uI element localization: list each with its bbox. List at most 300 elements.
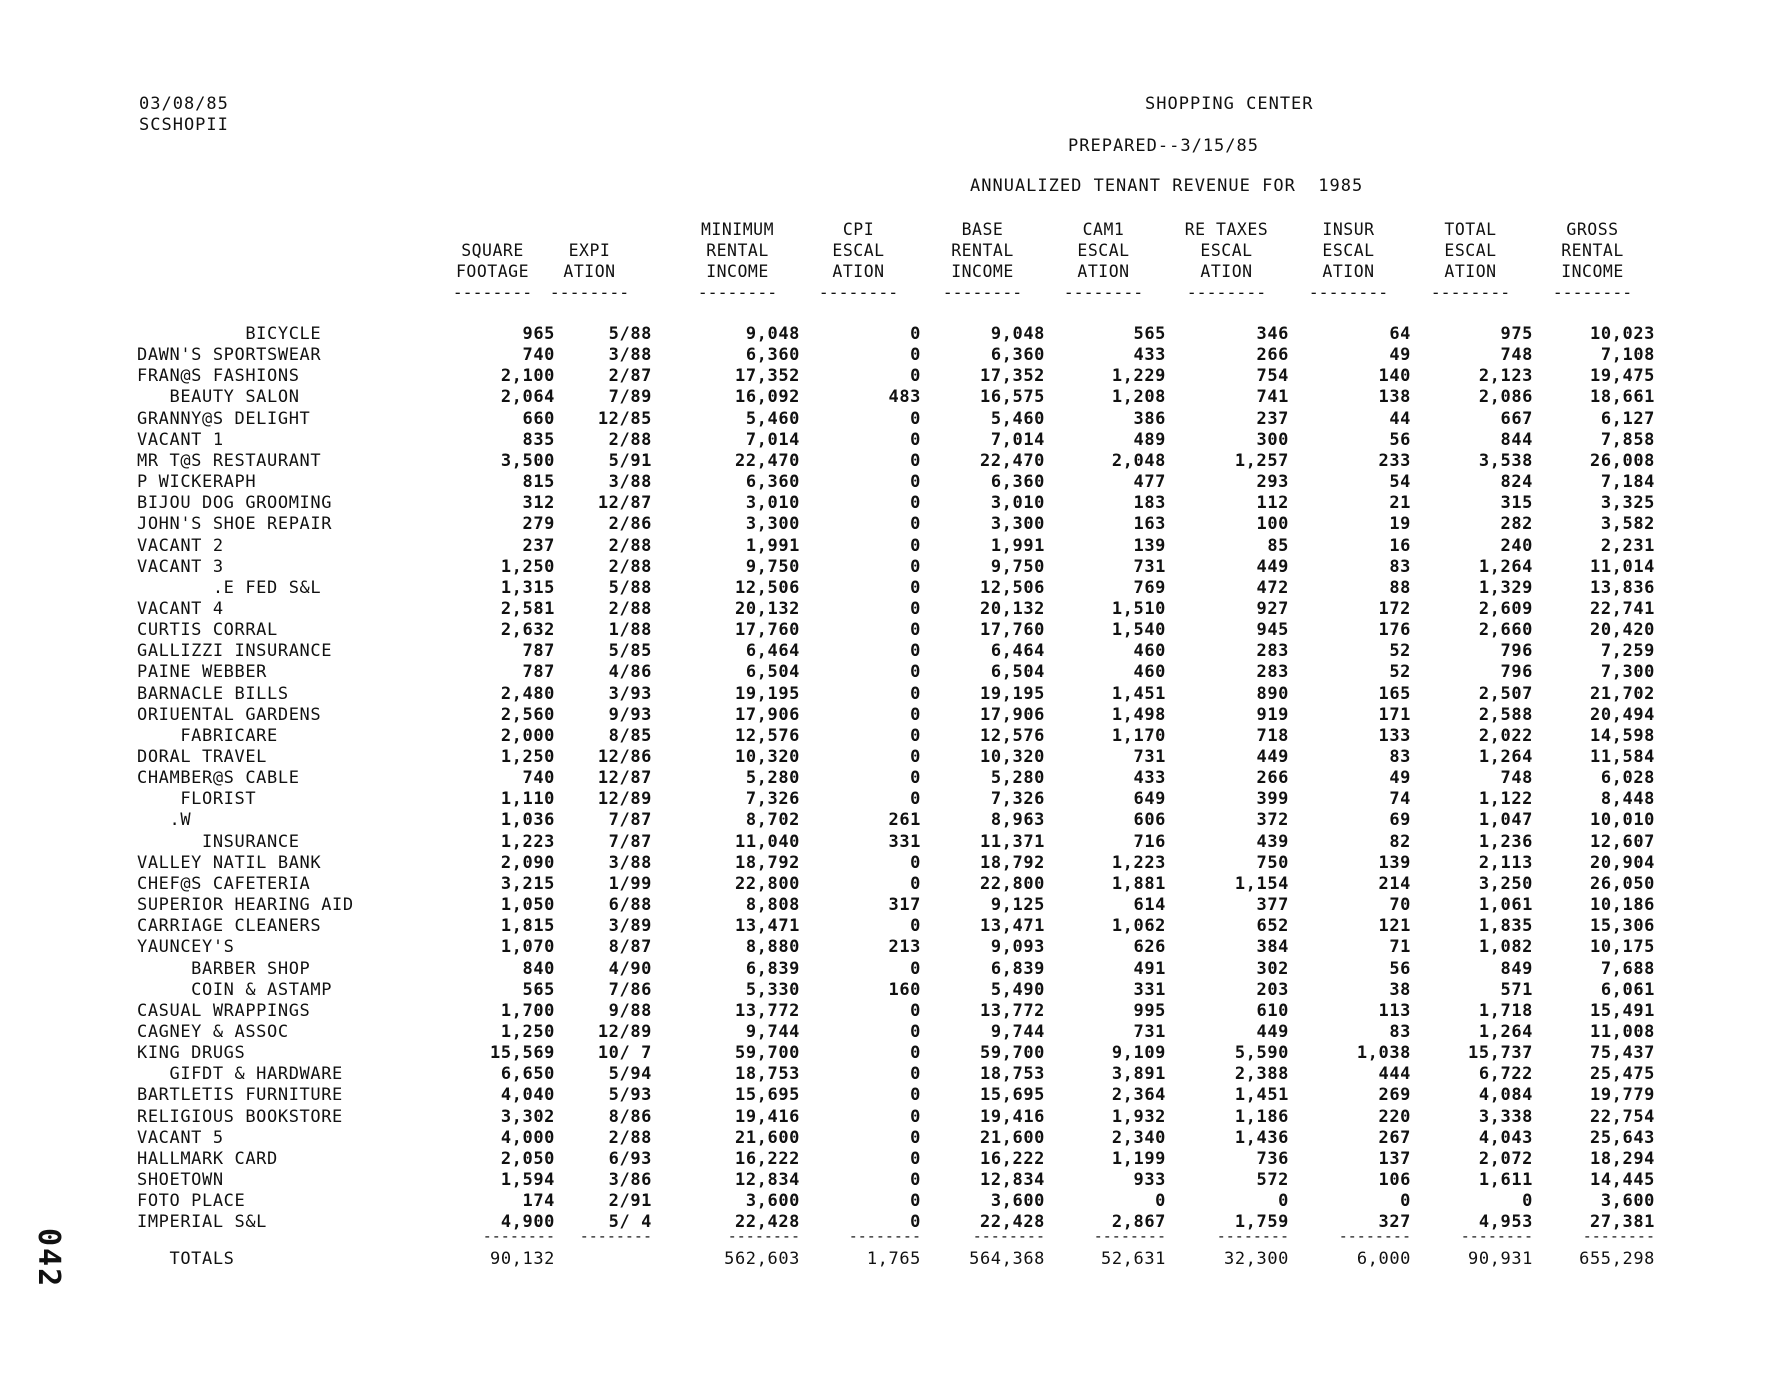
cell-base: 12,834 [979, 1170, 1045, 1190]
cell-cpi: 0 [910, 958, 921, 979]
cell-cpi: 0 [910, 472, 921, 493]
cell-min: 13,772 [734, 1000, 800, 1021]
cell-cam: 1,223 [1111, 852, 1166, 873]
cell-sqft: 840 [522, 958, 555, 979]
total-sqft: 90,132 [489, 1249, 555, 1270]
cell-base: 12,576 [979, 725, 1045, 746]
tenant-name: CHEF@S CAFETERIA [137, 873, 311, 894]
cell-cam: 1,932 [1111, 1106, 1166, 1127]
cell-min: 16,222 [734, 1148, 800, 1169]
cell-cpi: 0 [910, 1021, 921, 1042]
cell-exp: 10/ 7 [597, 1043, 652, 1064]
cell-tot: 1,611 [1478, 1170, 1533, 1190]
tenant-name: ORIUENTAL GARDENS [137, 704, 322, 725]
tenant-name: VALLEY NATIL BANK [137, 852, 322, 873]
column-header-rule: -------- [1063, 283, 1144, 302]
cell-exp: 2/88 [608, 535, 652, 556]
total-base: 564,368 [969, 1249, 1045, 1270]
cell-ins: 83 [1389, 1021, 1411, 1042]
cell-tax: 472 [1256, 577, 1289, 598]
cell-min: 12,576 [734, 725, 800, 746]
tenant-name: BIJOU DOG GROOMING [137, 493, 333, 514]
cell-cam: 1,498 [1111, 704, 1166, 725]
cell-min: 8,808 [745, 895, 800, 916]
cell-exp: 12/86 [597, 747, 652, 767]
tenant-name: IMPERIAL S&L [137, 1212, 268, 1233]
column-header-rule: -------- [697, 283, 778, 302]
cell-cpi: 0 [910, 852, 921, 873]
cell-exp: 3/88 [608, 852, 652, 873]
cell-sqft: 740 [522, 768, 555, 789]
cell-tax: 399 [1256, 789, 1289, 810]
cell-sqft: 1,315 [500, 577, 555, 598]
cell-tax: 377 [1256, 895, 1289, 916]
cell-tax: 203 [1256, 979, 1289, 1000]
cell-ins: 269 [1378, 1085, 1411, 1106]
cell-cam: 1,170 [1111, 725, 1166, 746]
cell-gross: 12,607 [1589, 831, 1655, 852]
cell-sqft: 815 [522, 472, 555, 493]
cell-gross: 6,061 [1600, 979, 1655, 1000]
cell-tax: 572 [1256, 1170, 1289, 1190]
cell-gross: 25,475 [1589, 1064, 1655, 1085]
cell-min: 6,360 [745, 345, 800, 366]
cell-tot: 796 [1500, 641, 1533, 662]
cell-gross: 25,643 [1589, 1127, 1655, 1148]
cell-base: 12,506 [979, 577, 1045, 598]
cell-ins: 69 [1389, 810, 1411, 831]
cell-cpi: 0 [910, 1106, 921, 1127]
cell-gross: 26,050 [1589, 873, 1655, 894]
cell-cpi: 0 [910, 725, 921, 746]
totals-rule: -------- [1460, 1227, 1533, 1246]
cell-exp: 4/86 [608, 662, 652, 683]
cell-ins: 71 [1389, 937, 1411, 958]
cell-cam: 2,867 [1111, 1212, 1166, 1233]
cell-cam: 0 [1155, 1191, 1166, 1212]
tenant-name: SHOETOWN [137, 1170, 224, 1190]
cell-min: 12,506 [734, 577, 800, 598]
cell-gross: 7,108 [1600, 345, 1655, 366]
tenant-name: FOTO PLACE [137, 1191, 246, 1212]
cell-tot: 315 [1500, 493, 1533, 514]
column-header-line: ATION [1322, 262, 1375, 281]
cell-ins: 1,038 [1356, 1043, 1411, 1064]
total-gross: 655,298 [1579, 1249, 1655, 1270]
cell-min: 17,906 [734, 704, 800, 725]
cell-cpi: 261 [888, 810, 921, 831]
cell-tot: 6,722 [1478, 1064, 1533, 1085]
total-ins: 6,000 [1356, 1249, 1411, 1270]
cell-exp: 3/88 [608, 345, 652, 366]
cell-ins: 327 [1378, 1212, 1411, 1233]
totals-rule: -------- [1093, 1227, 1166, 1246]
cell-tot: 748 [1500, 345, 1533, 366]
cell-sqft: 6,650 [500, 1064, 555, 1085]
cell-min: 7,326 [745, 789, 800, 810]
cell-cam: 716 [1133, 831, 1166, 852]
cell-ins: 82 [1389, 831, 1411, 852]
cell-base: 19,416 [979, 1106, 1045, 1127]
cell-sqft: 2,560 [500, 704, 555, 725]
cell-sqft: 1,110 [500, 789, 555, 810]
cell-exp: 7/87 [608, 831, 652, 852]
cell-min: 9,744 [745, 1021, 800, 1042]
cell-tot: 844 [1500, 429, 1533, 450]
cell-exp: 7/89 [608, 387, 652, 408]
cell-gross: 7,688 [1600, 958, 1655, 979]
cell-min: 20,132 [734, 598, 800, 619]
cell-gross: 6,127 [1600, 408, 1655, 429]
cell-exp: 12/89 [597, 1021, 652, 1042]
cell-min: 10,320 [734, 747, 800, 767]
totals-rule: -------- [482, 1227, 555, 1246]
cell-cam: 1,540 [1111, 620, 1166, 641]
cell-min: 22,428 [734, 1212, 800, 1233]
cell-sqft: 1,223 [500, 831, 555, 852]
cell-ins: 220 [1378, 1106, 1411, 1127]
cell-base: 17,760 [979, 620, 1045, 641]
cell-cam: 1,451 [1111, 683, 1166, 704]
cell-base: 11,371 [979, 831, 1045, 852]
cell-tax: 741 [1256, 387, 1289, 408]
column-header-line: EXPI [568, 241, 611, 260]
cell-exp: 5/91 [608, 450, 652, 471]
cell-tot: 1,236 [1478, 831, 1533, 852]
cell-exp: 12/87 [597, 493, 652, 514]
cell-tot: 796 [1500, 662, 1533, 683]
cell-tax: 652 [1256, 916, 1289, 937]
cell-tot: 849 [1500, 958, 1533, 979]
cell-tax: 610 [1256, 1000, 1289, 1021]
cell-cam: 731 [1133, 556, 1166, 577]
cell-cpi: 317 [888, 895, 921, 916]
cell-cpi: 0 [910, 704, 921, 725]
cell-sqft: 3,215 [500, 873, 555, 894]
tenant-name: FLORIST [137, 789, 257, 810]
cell-ins: 19 [1389, 514, 1411, 535]
cell-cpi: 0 [910, 1170, 921, 1190]
cell-tax: 754 [1256, 366, 1289, 387]
cell-cam: 139 [1133, 535, 1166, 556]
cell-gross: 14,598 [1589, 725, 1655, 746]
cell-min: 6,360 [745, 472, 800, 493]
cell-gross: 22,754 [1589, 1106, 1655, 1127]
cell-cpi: 0 [910, 641, 921, 662]
cell-exp: 5/85 [608, 641, 652, 662]
cell-min: 13,471 [734, 916, 800, 937]
cell-tot: 2,507 [1478, 683, 1533, 704]
cell-tot: 0 [1522, 1191, 1533, 1212]
cell-cam: 386 [1133, 408, 1166, 429]
cell-cam: 460 [1133, 641, 1166, 662]
totals-rule: -------- [972, 1227, 1045, 1246]
cell-tax: 1,154 [1234, 873, 1289, 894]
total-cam: 52,631 [1100, 1249, 1166, 1270]
totals-rule: -------- [1216, 1227, 1289, 1246]
column-header-line: ATION [1200, 262, 1253, 281]
cell-tax: 449 [1256, 747, 1289, 767]
cell-tot: 667 [1500, 408, 1533, 429]
cell-min: 8,702 [745, 810, 800, 831]
cell-ins: 113 [1378, 1000, 1411, 1021]
cell-tot: 2,022 [1478, 725, 1533, 746]
column-header-line: RENTAL [706, 241, 769, 260]
cell-min: 16,092 [734, 387, 800, 408]
cell-gross: 11,008 [1589, 1021, 1655, 1042]
cell-base: 21,600 [979, 1127, 1045, 1148]
cell-tax: 384 [1256, 937, 1289, 958]
cell-tax: 237 [1256, 408, 1289, 429]
cell-base: 6,839 [990, 958, 1045, 979]
cell-sqft: 1,250 [500, 556, 555, 577]
column-header-line: CAM1 [1082, 220, 1125, 239]
cell-exp: 9/88 [608, 1000, 652, 1021]
cell-cpi: 0 [910, 345, 921, 366]
cell-gross: 20,904 [1589, 852, 1655, 873]
cell-cpi: 0 [910, 1000, 921, 1021]
cell-exp: 3/93 [608, 683, 652, 704]
cell-tot: 1,264 [1478, 556, 1533, 577]
column-header-line: ATION [563, 262, 616, 281]
cell-cpi: 0 [910, 620, 921, 641]
cell-exp: 5/93 [608, 1085, 652, 1106]
cell-cpi: 213 [888, 937, 921, 958]
cell-cpi: 0 [910, 324, 921, 344]
column-header-rule: -------- [1308, 283, 1389, 302]
column-header-rule: -------- [942, 283, 1023, 302]
cell-sqft: 2,632 [500, 620, 555, 641]
cell-gross: 18,661 [1589, 387, 1655, 408]
cell-tax: 372 [1256, 810, 1289, 831]
cell-base: 22,470 [979, 450, 1045, 471]
cell-min: 21,600 [734, 1127, 800, 1148]
cell-gross: 8,448 [1600, 789, 1655, 810]
cell-gross: 75,437 [1589, 1043, 1655, 1064]
cell-cpi: 0 [910, 366, 921, 387]
cell-min: 6,464 [745, 641, 800, 662]
tenant-name: VACANT 3 [137, 556, 224, 577]
cell-sqft: 3,302 [500, 1106, 555, 1127]
totals-rule: -------- [727, 1227, 800, 1246]
column-header-tot [1408, 219, 1533, 303]
column-header-line: BASE [961, 220, 1004, 239]
cell-tot: 1,264 [1478, 747, 1533, 767]
cell-cpi: 0 [910, 556, 921, 577]
tenant-name: CURTIS CORRAL [137, 620, 278, 641]
cell-cpi: 0 [910, 1212, 921, 1233]
cell-base: 17,906 [979, 704, 1045, 725]
cell-cam: 183 [1133, 493, 1166, 514]
cell-ins: 21 [1389, 493, 1411, 514]
cell-sqft: 1,700 [500, 1000, 555, 1021]
totals-label: TOTALS [137, 1249, 235, 1270]
cell-gross: 26,008 [1589, 450, 1655, 471]
cell-tax: 283 [1256, 662, 1289, 683]
cell-tax: 346 [1256, 324, 1289, 344]
cell-cpi: 0 [910, 768, 921, 789]
cell-base: 3,010 [990, 493, 1045, 514]
report-code: SCSHOPII [139, 115, 229, 135]
cell-sqft: 965 [522, 324, 555, 344]
cell-cam: 933 [1133, 1170, 1166, 1190]
tenant-name: DORAL TRAVEL [137, 747, 268, 767]
cell-min: 5,280 [745, 768, 800, 789]
cell-cam: 433 [1133, 345, 1166, 366]
cell-tot: 1,835 [1478, 916, 1533, 937]
cell-base: 13,772 [979, 1000, 1045, 1021]
tenant-name: HALLMARK CARD [137, 1148, 278, 1169]
cell-sqft: 660 [522, 408, 555, 429]
cell-cam: 477 [1133, 472, 1166, 493]
cell-ins: 172 [1378, 598, 1411, 619]
cell-gross: 7,184 [1600, 472, 1655, 493]
column-header-rule: -------- [1552, 283, 1633, 302]
totals-rule: -------- [848, 1227, 921, 1246]
cell-cpi: 483 [888, 387, 921, 408]
cell-min: 18,792 [734, 852, 800, 873]
cell-min: 15,695 [734, 1085, 800, 1106]
tenant-name: CARRIAGE CLEANERS [137, 916, 322, 937]
cell-sqft: 1,050 [500, 895, 555, 916]
column-header-line: ATION [1444, 262, 1497, 281]
cell-tax: 890 [1256, 683, 1289, 704]
cell-sqft: 1,594 [500, 1170, 555, 1190]
tenant-name: VACANT 5 [137, 1127, 224, 1148]
cell-ins: 88 [1389, 577, 1411, 598]
cell-ins: 70 [1389, 895, 1411, 916]
cell-base: 18,753 [979, 1064, 1045, 1085]
column-header-line: ESCAL [1444, 241, 1497, 260]
cell-exp: 6/88 [608, 895, 652, 916]
cell-gross: 3,600 [1600, 1191, 1655, 1212]
tenant-name: CHAMBER@S CABLE [137, 768, 300, 789]
column-header-rule: -------- [818, 283, 899, 302]
cell-cpi: 0 [910, 1043, 921, 1064]
cell-ins: 83 [1389, 747, 1411, 767]
cell-min: 5,330 [745, 979, 800, 1000]
cell-min: 6,839 [745, 958, 800, 979]
cell-base: 6,360 [990, 345, 1045, 366]
cell-cam: 2,048 [1111, 450, 1166, 471]
cell-cam: 3,891 [1111, 1064, 1166, 1085]
column-header-line: ESCAL [832, 241, 885, 260]
cell-base: 3,600 [990, 1191, 1045, 1212]
cell-tax: 5,590 [1234, 1043, 1289, 1064]
cell-exp: 1/88 [608, 620, 652, 641]
cell-cam: 1,062 [1111, 916, 1166, 937]
cell-tax: 300 [1256, 429, 1289, 450]
cell-gross: 20,420 [1589, 620, 1655, 641]
cell-tot: 1,047 [1478, 810, 1533, 831]
tenant-name: VACANT 4 [137, 598, 224, 619]
tenant-name: SUPERIOR HEARING AID [137, 895, 354, 916]
cell-sqft: 174 [522, 1191, 555, 1212]
report-date: 03/08/85 [139, 94, 229, 114]
cell-tax: 266 [1256, 768, 1289, 789]
tenant-name: CASUAL WRAPPINGS [137, 1000, 311, 1021]
cell-cpi: 0 [910, 450, 921, 471]
tenant-name: BICYCLE [137, 324, 322, 344]
cell-cpi: 0 [910, 1148, 921, 1169]
cell-tax: 293 [1256, 472, 1289, 493]
cell-min: 19,416 [734, 1106, 800, 1127]
cell-ins: 56 [1389, 958, 1411, 979]
cell-ins: 64 [1389, 324, 1411, 344]
column-header-rule: -------- [1430, 283, 1511, 302]
cell-tot: 748 [1500, 768, 1533, 789]
tenant-name: CAGNEY & ASSOC [137, 1021, 289, 1042]
column-header-line: INCOME [1561, 262, 1624, 281]
column-header-gross [1530, 219, 1655, 303]
column-header-line: SQUARE [461, 241, 524, 260]
cell-cpi: 0 [910, 598, 921, 619]
cell-sqft: 1,250 [500, 1021, 555, 1042]
cell-cpi: 0 [910, 873, 921, 894]
cell-base: 18,792 [979, 852, 1045, 873]
cell-tot: 571 [1500, 979, 1533, 1000]
cell-sqft: 3,500 [500, 450, 555, 471]
cell-gross: 15,306 [1589, 916, 1655, 937]
tenant-name: VACANT 2 [137, 535, 224, 556]
cell-sqft: 1,070 [500, 937, 555, 958]
cell-cam: 1,881 [1111, 873, 1166, 894]
cell-cam: 769 [1133, 577, 1166, 598]
cell-cpi: 0 [910, 408, 921, 429]
cell-cam: 731 [1133, 1021, 1166, 1042]
tenant-name: BARBER SHOP [137, 958, 311, 979]
cell-base: 9,125 [990, 895, 1045, 916]
column-header-line: TOTAL [1444, 220, 1497, 239]
cell-tot: 1,718 [1478, 1000, 1533, 1021]
cell-exp: 5/ 4 [608, 1212, 652, 1233]
cell-ins: 138 [1378, 387, 1411, 408]
cell-base: 9,093 [990, 937, 1045, 958]
cell-tot: 4,084 [1478, 1085, 1533, 1106]
cell-base: 22,428 [979, 1212, 1045, 1233]
cell-tax: 1,436 [1234, 1127, 1289, 1148]
cell-ins: 140 [1378, 366, 1411, 387]
column-header-rule: -------- [452, 283, 533, 302]
column-header-tax [1164, 219, 1289, 303]
tenant-name: P WICKERAPH [137, 472, 257, 493]
cell-sqft: 2,064 [500, 387, 555, 408]
cell-min: 6,504 [745, 662, 800, 683]
column-header-line: RENTAL [951, 241, 1014, 260]
cell-cam: 606 [1133, 810, 1166, 831]
cell-ins: 74 [1389, 789, 1411, 810]
tenant-name: DAWN'S SPORTSWEAR [137, 345, 322, 366]
cell-ins: 233 [1378, 450, 1411, 471]
cell-min: 22,470 [734, 450, 800, 471]
cell-gross: 27,381 [1589, 1212, 1655, 1233]
cell-base: 9,048 [990, 324, 1045, 344]
totals-rule: -------- [579, 1227, 652, 1246]
cell-tot: 2,113 [1478, 852, 1533, 873]
cell-tot: 3,538 [1478, 450, 1533, 471]
tenant-name: INSURANCE [137, 831, 300, 852]
cell-ins: 54 [1389, 472, 1411, 493]
cell-cpi: 0 [910, 429, 921, 450]
cell-exp: 7/87 [608, 810, 652, 831]
cell-gross: 18,294 [1589, 1148, 1655, 1169]
cell-exp: 12/89 [597, 789, 652, 810]
cell-base: 19,195 [979, 683, 1045, 704]
cell-cam: 489 [1133, 429, 1166, 450]
cell-tot: 240 [1500, 535, 1533, 556]
cell-tot: 975 [1500, 324, 1533, 344]
cell-base: 59,700 [979, 1043, 1045, 1064]
